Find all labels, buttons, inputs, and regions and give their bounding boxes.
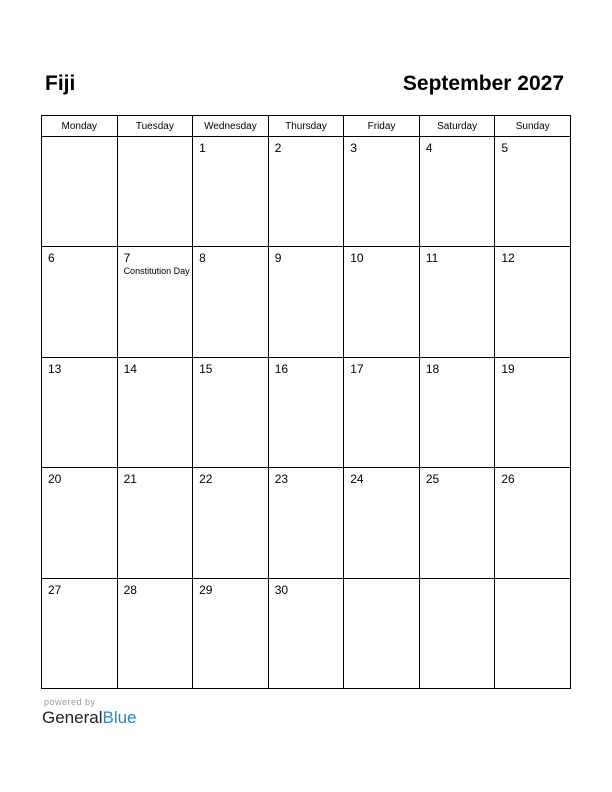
day-cell <box>268 137 344 247</box>
day-cell <box>495 468 571 578</box>
day-cell <box>117 468 193 578</box>
generalblue-logo[interactable] <box>42 707 137 729</box>
week-row <box>42 357 571 467</box>
day-cell <box>268 578 344 688</box>
day-cell <box>419 468 495 578</box>
day-cell <box>42 137 118 247</box>
day-number: 17 <box>350 361 364 376</box>
day-number: 29 <box>199 582 213 597</box>
day-number <box>42 137 117 141</box>
day-cell <box>117 578 193 688</box>
day-cell <box>344 247 420 357</box>
day-cell <box>193 578 269 688</box>
weekday-header: Thursday <box>268 116 344 137</box>
day-cell <box>42 357 118 467</box>
day-number: 23 <box>274 472 289 487</box>
day-number: 8 <box>199 251 206 266</box>
week-row <box>42 137 571 247</box>
day-cell <box>268 247 344 357</box>
day-number: 11 <box>425 251 439 266</box>
day-number: 26 <box>501 472 515 487</box>
day-number: 22 <box>199 472 213 487</box>
weekday-header: Sunday <box>495 116 571 137</box>
day-number: 10 <box>350 251 364 266</box>
day-number: 30 <box>274 582 289 597</box>
day-cell <box>117 357 193 467</box>
day-number: 21 <box>123 472 137 487</box>
day-number <box>344 579 419 583</box>
day-number: 13 <box>48 361 62 376</box>
day-cell <box>495 247 571 357</box>
day-cell <box>419 137 495 247</box>
footer-branding <box>42 697 137 729</box>
day-cell <box>344 137 420 247</box>
day-number <box>420 579 495 583</box>
month-year-title: September 2027 <box>402 72 564 95</box>
day-number <box>118 137 193 141</box>
week-row <box>42 578 571 688</box>
weekday-header: Monday <box>42 116 118 137</box>
day-number: 18 <box>425 361 440 376</box>
day-number: 6 <box>48 251 55 266</box>
day-cell <box>419 247 495 357</box>
day-number: 27 <box>48 582 62 597</box>
day-cell <box>117 137 193 247</box>
week-row <box>42 468 571 578</box>
day-number: 1 <box>199 141 206 155</box>
day-number <box>495 579 570 583</box>
day-cell <box>344 468 420 578</box>
day-cell <box>268 468 344 578</box>
country-name: Fiji <box>45 72 76 95</box>
day-cell <box>117 247 193 357</box>
day-number: 25 <box>425 472 440 487</box>
day-cell <box>193 137 269 247</box>
day-cell <box>419 357 495 467</box>
day-number: 9 <box>274 251 282 266</box>
day-cell <box>42 468 118 578</box>
day-cell <box>344 578 420 688</box>
day-number: 7 <box>123 251 131 266</box>
brand-blue: Blue <box>102 708 137 727</box>
day-number: 15 <box>199 361 213 376</box>
day-cell <box>42 247 118 357</box>
day-number: 19 <box>501 361 515 376</box>
day-cell <box>344 357 420 467</box>
day-number: 20 <box>48 472 62 487</box>
holiday-label: Constitution Day <box>123 266 190 277</box>
day-number: 24 <box>350 472 364 487</box>
week-row <box>42 247 571 357</box>
brand-general: General <box>42 708 103 727</box>
powered-by-text: powered by <box>44 697 96 707</box>
day-number: 5 <box>501 141 509 155</box>
weekday-header: Saturday <box>419 116 495 137</box>
day-cell <box>495 137 571 247</box>
weekday-header: Friday <box>344 116 420 137</box>
day-number: 28 <box>123 582 137 597</box>
day-cell <box>268 357 344 467</box>
day-cell <box>193 357 269 467</box>
calendar-grid <box>41 115 571 689</box>
weekday-header-row <box>42 116 571 137</box>
day-number: 16 <box>274 361 289 376</box>
day-number: 3 <box>350 141 357 155</box>
day-cell <box>193 247 269 357</box>
day-cell <box>495 578 571 688</box>
day-number: 2 <box>274 141 282 155</box>
weekday-header: Wednesday <box>193 116 269 137</box>
day-number: 12 <box>501 251 515 266</box>
day-cell <box>495 357 571 467</box>
day-number: 14 <box>123 361 137 376</box>
day-cell <box>419 578 495 688</box>
weekday-header: Tuesday <box>117 116 193 137</box>
day-cell <box>193 468 269 578</box>
day-number: 4 <box>425 141 433 155</box>
day-cell <box>42 578 118 688</box>
